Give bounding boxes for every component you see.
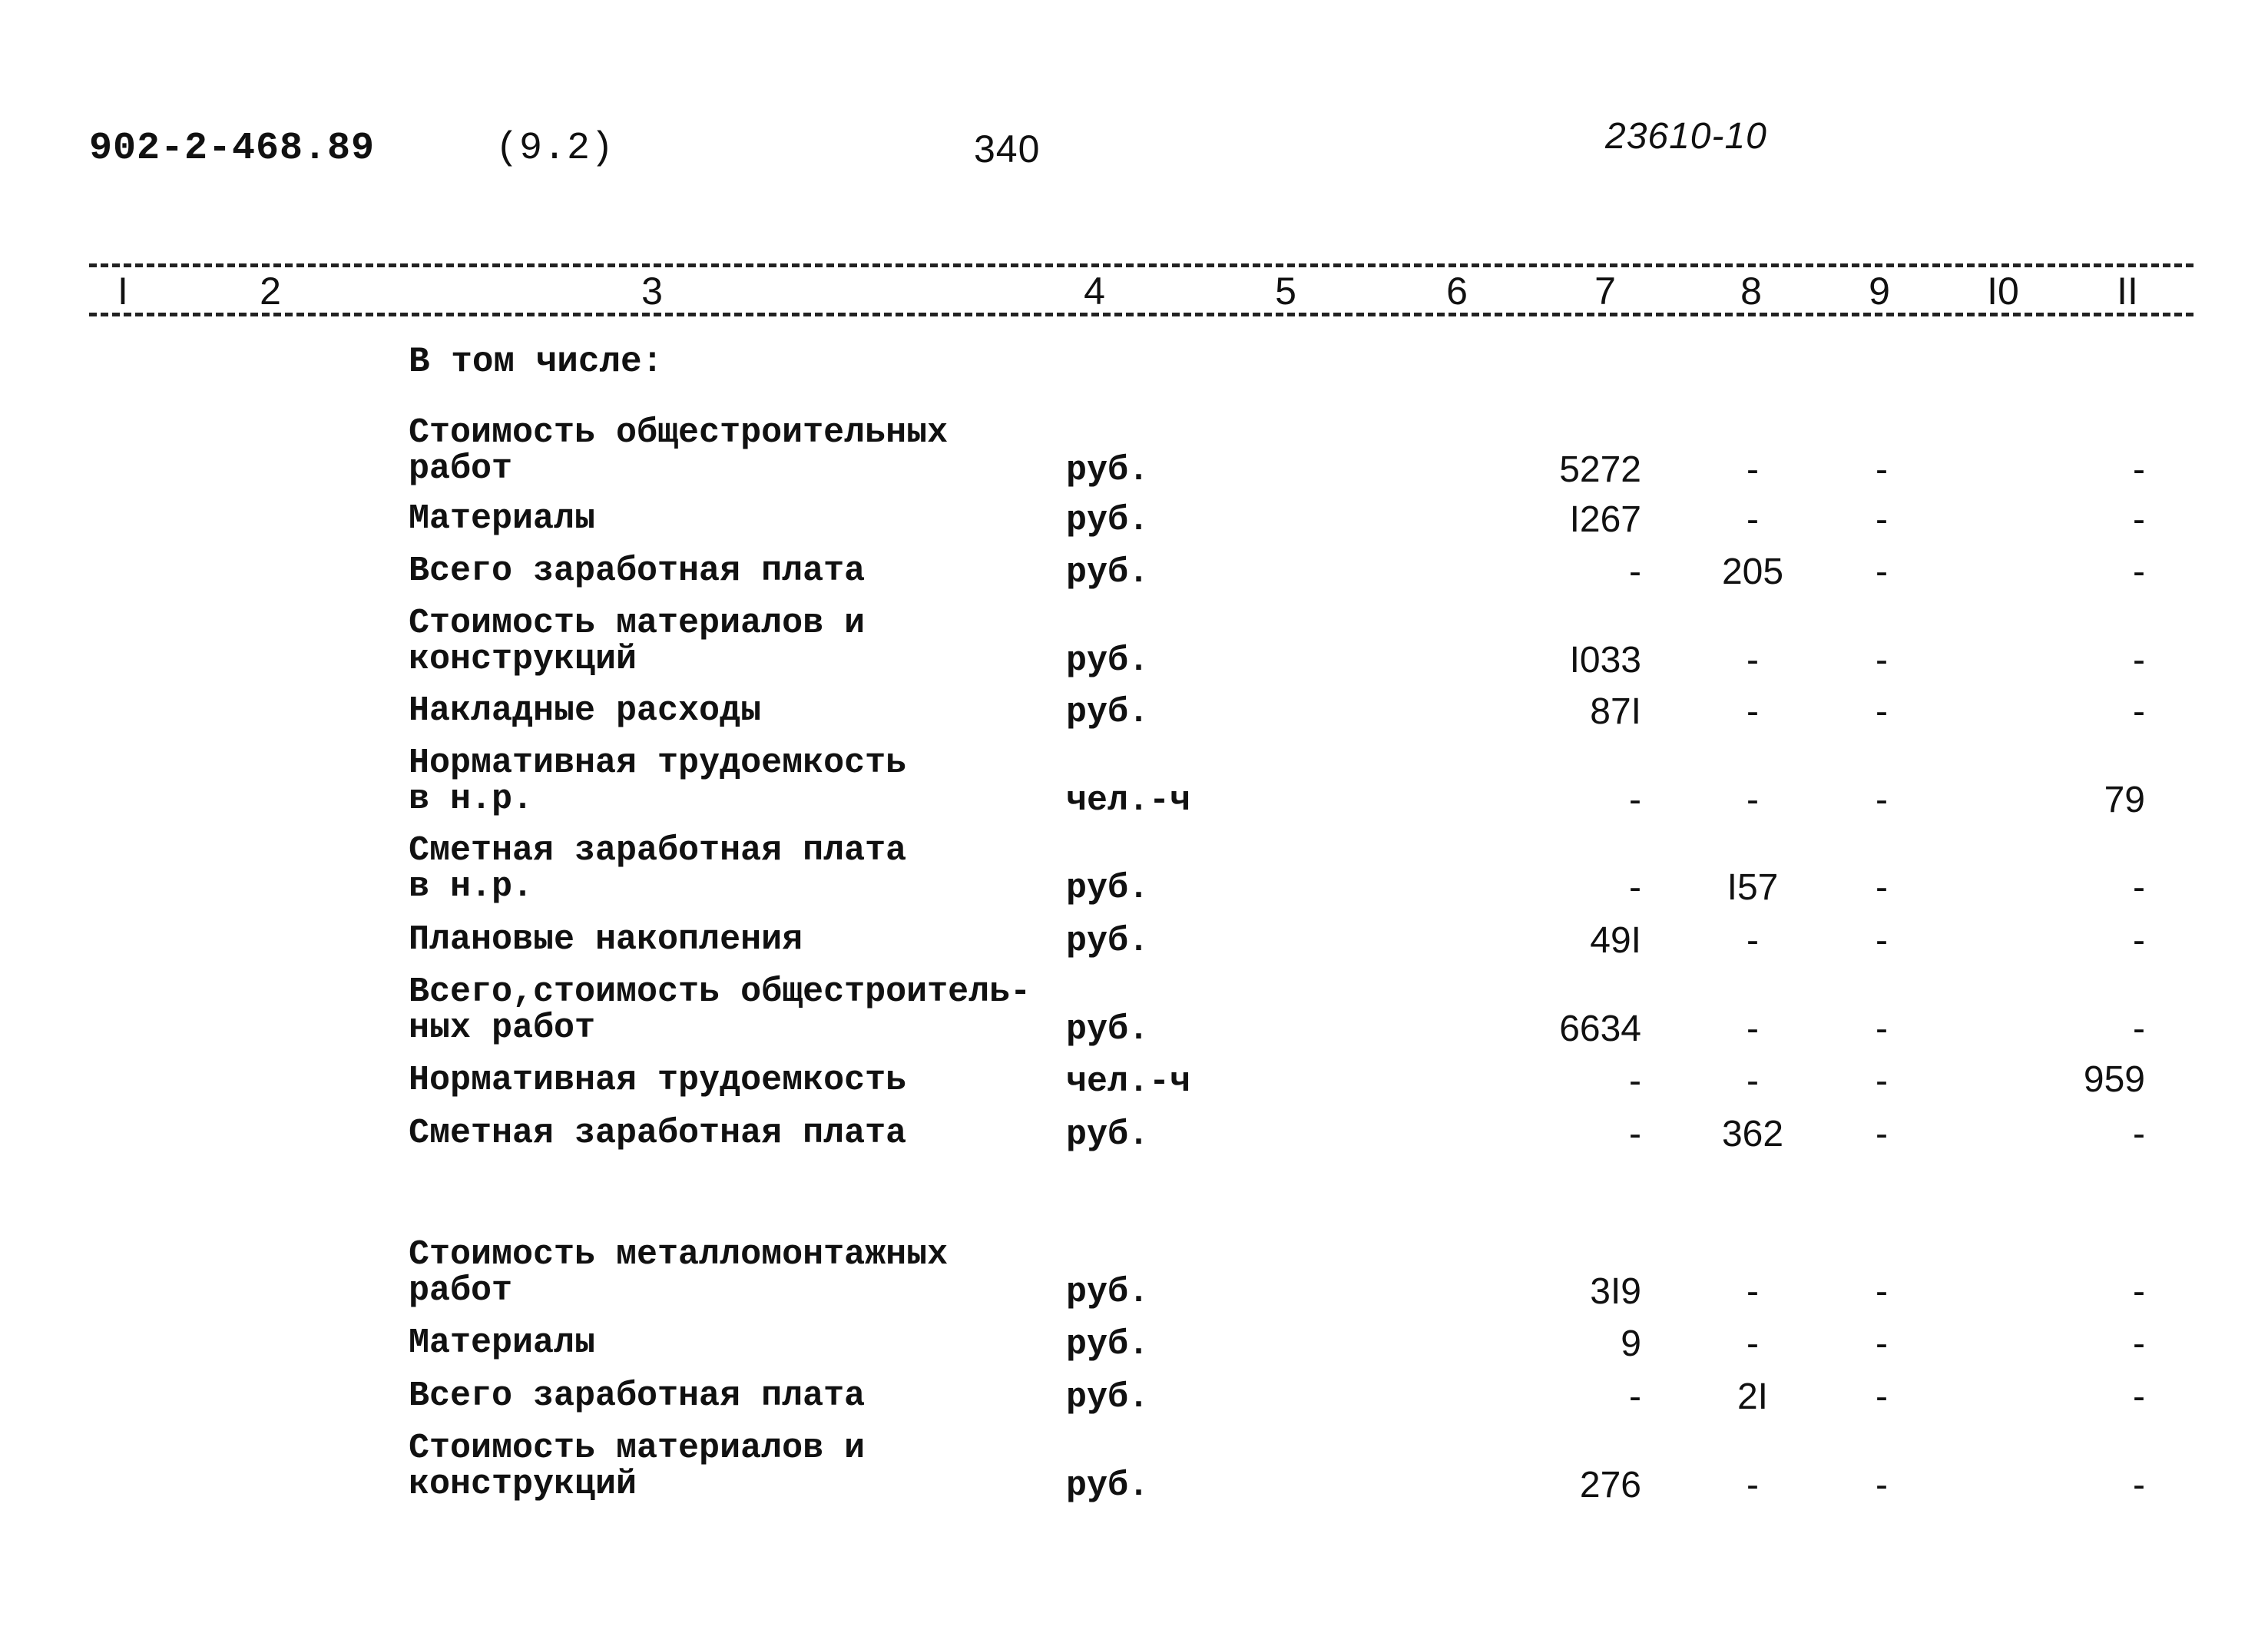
row-label: Накладные расходы <box>409 691 762 730</box>
cell-col8: - <box>1747 1271 1759 1312</box>
cell-col11: - <box>2133 1323 2145 1364</box>
cell-col7: 87I <box>1590 691 1641 732</box>
cell-col9: - <box>1876 640 1888 681</box>
row-label: Стоимость материалов и конструкций <box>409 604 866 679</box>
row-unit: руб. <box>1066 1115 1150 1154</box>
cell-col11: - <box>2133 1009 2145 1049</box>
cell-col11: - <box>2133 1465 2145 1505</box>
cell-col8: - <box>1747 640 1759 681</box>
row-label: Сметная заработная плата в н.р. <box>409 831 907 906</box>
column-header: 8 <box>1740 270 1762 313</box>
row-label: Всего заработная плата <box>409 552 866 591</box>
cell-col9: - <box>1876 1376 1888 1417</box>
cell-col8: 362 <box>1721 1114 1784 1154</box>
row-unit: руб. <box>1066 501 1150 540</box>
cell-col8: - <box>1747 1323 1759 1364</box>
column-header: 9 <box>1869 270 1890 313</box>
cell-col9: - <box>1876 867 1888 908</box>
page-number: 340 <box>974 128 1041 171</box>
cell-col8: - <box>1747 780 1759 820</box>
cell-col8: I57 <box>1727 867 1779 908</box>
row-label: Всего,стоимость общестроитель- ных работ <box>409 972 1031 1048</box>
cell-col8: - <box>1747 449 1759 490</box>
column-header: 4 <box>1084 270 1105 313</box>
row-unit: руб. <box>1066 451 1150 490</box>
row-unit: руб. <box>1066 693 1150 732</box>
column-header: 2 <box>260 270 281 313</box>
row-unit: руб. <box>1066 1466 1150 1505</box>
row-label: Нормативная трудоемкость в н.р. <box>409 744 907 819</box>
column-header: II <box>2117 270 2138 313</box>
cell-col9: - <box>1876 552 1888 592</box>
row-label: Стоимость металломонтажных работ <box>409 1235 949 1310</box>
row-label: Материалы <box>409 1323 596 1363</box>
row-unit: чел.-ч <box>1066 1062 1191 1101</box>
column-header: 6 <box>1446 270 1468 313</box>
intro-label: В том числе: <box>409 342 664 382</box>
row-unit: руб. <box>1066 1273 1150 1312</box>
cell-col9: - <box>1876 1271 1888 1312</box>
cell-col8: - <box>1747 691 1759 732</box>
cell-col11: - <box>2133 1114 2145 1154</box>
cell-col11: - <box>2133 640 2145 681</box>
row-unit: руб. <box>1066 1010 1150 1049</box>
cell-col7: - <box>1629 1376 1641 1417</box>
column-header: I <box>118 270 128 313</box>
row-label: Стоимость материалов и конструкций <box>409 1429 866 1504</box>
cell-col11: - <box>2133 449 2145 490</box>
row-unit: руб. <box>1066 869 1150 908</box>
sheet-number: 23610-10 <box>1605 116 1767 157</box>
row-label: Сметная заработная плата <box>409 1114 907 1153</box>
cell-col9: - <box>1876 1009 1888 1049</box>
cell-col8: - <box>1747 1009 1759 1049</box>
cell-col9: - <box>1876 1114 1888 1154</box>
row-label: Нормативная трудоемкость <box>409 1061 907 1100</box>
cell-col9: - <box>1876 1465 1888 1505</box>
cell-col11: - <box>2133 867 2145 908</box>
document-code: 902-2-468.89 <box>89 127 376 171</box>
column-header: I0 <box>1987 270 2019 313</box>
row-label: Всего заработная плата <box>409 1376 866 1416</box>
cell-col11: - <box>2133 691 2145 732</box>
row-unit: руб. <box>1066 922 1150 961</box>
cell-col8: 205 <box>1721 552 1784 592</box>
cell-col7: I267 <box>1569 499 1641 540</box>
cell-col11: 959 <box>2083 1059 2145 1100</box>
cell-col7: 6634 <box>1559 1009 1641 1049</box>
row-unit: руб. <box>1066 641 1150 681</box>
cell-col9: - <box>1876 691 1888 732</box>
cell-col11: - <box>2133 552 2145 592</box>
row-unit: руб. <box>1066 1378 1150 1417</box>
cell-col11: - <box>2133 920 2145 961</box>
cell-col7: 49I <box>1590 920 1641 961</box>
cell-col7: - <box>1629 1061 1641 1101</box>
cell-col8: - <box>1747 920 1759 961</box>
column-header: 5 <box>1275 270 1296 313</box>
row-label: Стоимость общестроительных работ <box>409 413 949 489</box>
cell-col11: - <box>2133 1271 2145 1312</box>
cell-col9: - <box>1876 1061 1888 1101</box>
cell-col7: 3I9 <box>1590 1271 1641 1312</box>
cell-col8: 2I <box>1737 1376 1769 1417</box>
column-header: 3 <box>641 270 663 313</box>
cell-col9: - <box>1876 920 1888 961</box>
cell-col11: - <box>2133 1376 2145 1417</box>
cell-col9: - <box>1876 1323 1888 1364</box>
cell-col7: I033 <box>1569 640 1641 681</box>
cell-col9: - <box>1876 780 1888 820</box>
cell-col7: - <box>1629 867 1641 908</box>
cell-col7: 5272 <box>1559 449 1641 490</box>
column-header: 7 <box>1594 270 1616 313</box>
section-number: (9.2) <box>495 127 615 171</box>
cell-col8: - <box>1747 499 1759 540</box>
row-unit: руб. <box>1066 553 1150 592</box>
cell-col9: - <box>1876 499 1888 540</box>
cell-col7: 276 <box>1579 1465 1641 1505</box>
row-unit: руб. <box>1066 1325 1150 1364</box>
cell-col11: - <box>2133 499 2145 540</box>
row-label: Материалы <box>409 499 596 538</box>
cell-col11: 79 <box>2104 780 2145 820</box>
cell-col7: - <box>1629 1114 1641 1154</box>
cell-col7: - <box>1629 552 1641 592</box>
cell-col8: - <box>1747 1465 1759 1505</box>
cell-col9: - <box>1876 449 1888 490</box>
cell-col8: - <box>1747 1061 1759 1101</box>
cell-col7: 9 <box>1621 1323 1641 1364</box>
row-label: Плановые накопления <box>409 920 803 959</box>
cell-col7: - <box>1629 780 1641 820</box>
row-unit: чел.-ч <box>1066 781 1191 820</box>
